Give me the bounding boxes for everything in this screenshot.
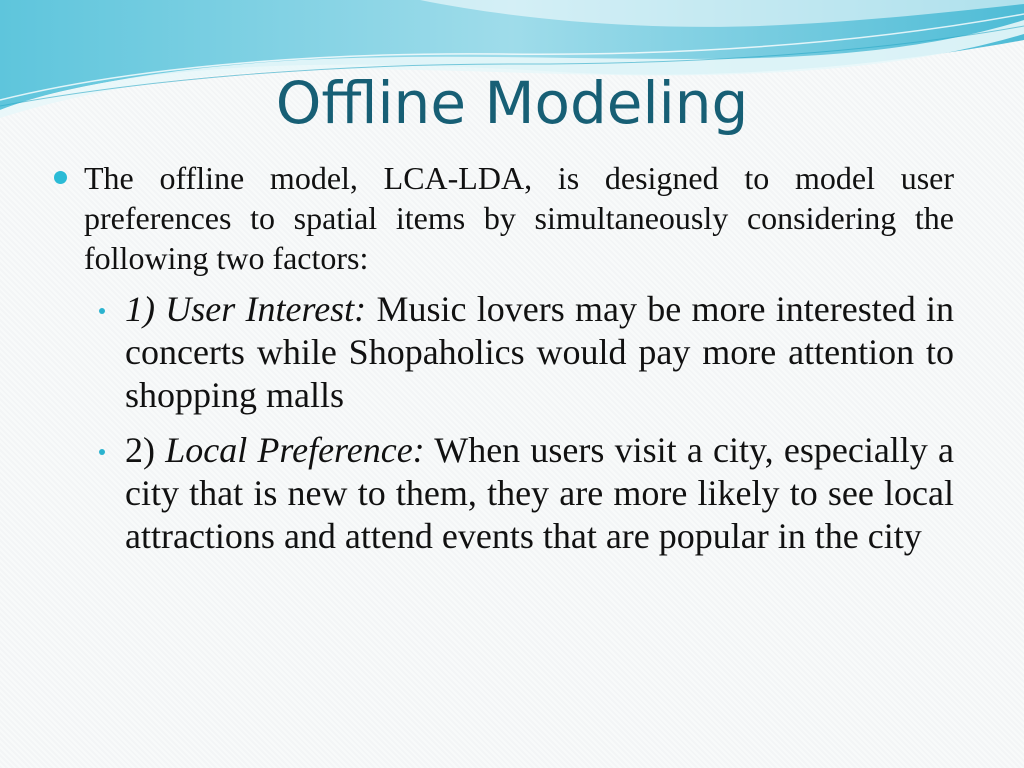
bullet-dot-icon [54, 171, 67, 184]
factor-label: Local Preference: [165, 430, 425, 470]
factor-item-user-interest [125, 288, 954, 417]
intro-text: The offline model, LCA-LDA, is designed to model user preferences to spatial items by simultaneously considering the following two factors: [84, 160, 954, 276]
factor-label: 1) User Interest: [125, 289, 367, 329]
factor-item-local-preference [125, 429, 954, 558]
slide-title: Offline Modeling [275, 69, 749, 137]
intro-paragraph [84, 158, 954, 278]
sub-bullet-dot-icon [99, 449, 105, 455]
factor-text: When users visit a city, especially a city that is new to them, they are more likely to see local attractions and attend events that are popular in the city [125, 430, 954, 556]
factor-text: Music lovers may be more interested in concerts while Shopaholics would pay more attention to shopping malls [125, 289, 954, 415]
factor-list [125, 288, 954, 558]
slide-content [84, 158, 954, 570]
factor-number: 2) [125, 430, 155, 470]
sub-bullet-dot-icon [99, 308, 105, 314]
